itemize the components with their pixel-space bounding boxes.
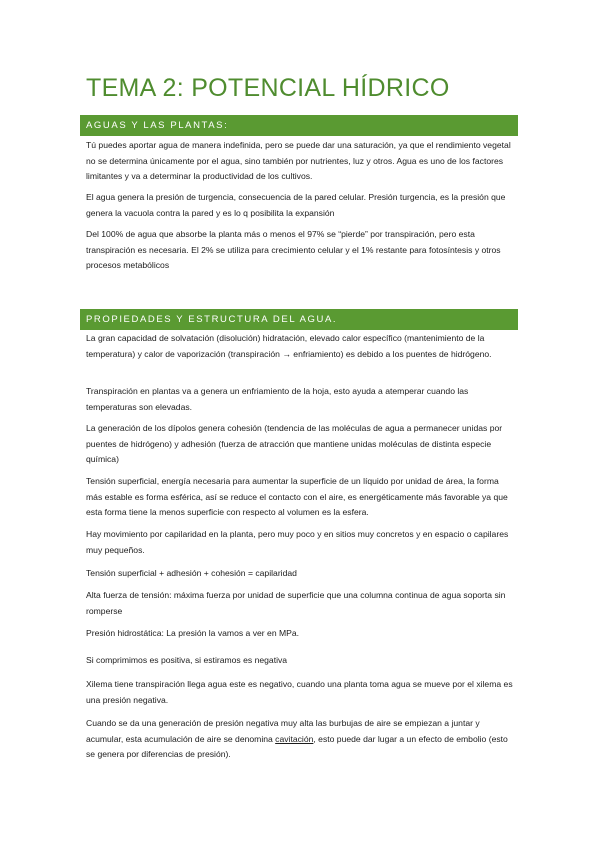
paragraph: Alta fuerza de tensión: máxima fuerza por unidad de superficie que una columna continua de agua soporta sin romperse — [86, 590, 506, 616]
underlined-term: cavitación — [275, 733, 314, 744]
section-heading-aguas: AGUAS Y LAS PLANTAS: — [80, 115, 518, 136]
paragraph-cavitacion — [86, 716, 516, 763]
paragraph: Transpiración en plantas va a genera un enfriamiento de la hoja, esto ayuda a atemperar cuando las temperaturas son elevadas. — [86, 386, 469, 412]
paragraph: Tensión superficial, energía necesaria para aumentar la superficie de un líquido por unidad de área, la forma más estable es forma esférica, así se reduce el contacto con el aire, es energéticamente más favorable ya que esta forma tiene la menos superficie con respecto al volumen es la esfera. — [86, 476, 508, 518]
paragraph-text: Cuando se da una generación de presión negativa muy alta las burbujas de aire se empiezan a juntar y acumular, esta acumulación de aire se denomina — [86, 718, 480, 744]
paragraph-text: , esto puede dar lugar a un efecto de embolio (esto se genera por diferencias de presión). — [86, 733, 508, 760]
paragraph: Tú puedes aportar agua de manera indefinida, pero se puede dar una saturación, ya que el rendimiento vegetal no se determina únicamente por el agua, sino también por nutrientes, luz y otros. Agua es uno de los factores limitantes y va a determinar la productividad de los cultivos. — [86, 140, 511, 182]
paragraph: Presión hidrostática: La presión la vamos a ver en MPa. — [86, 628, 300, 638]
paragraph: Del 100% de agua que absorbe la planta más o menos el 97% se “pierde” por transpiración, pero esta transpiración es necesaria. El 2% se utiliza para crecimiento celular y el 1% restante para fotosíntesis y otros procesos metabólicos — [86, 229, 501, 271]
paragraph: Tensión superficial + adhesión + cohesión = capilaridad — [86, 568, 297, 578]
paragraph: La generación de los dípolos genera cohesión (tendencia de las moléculas de agua a permanecer unidas por puentes de hidrógeno) y adhesión (fuerza de atracción que mantiene unidas moléculas de distinta especie química) — [86, 423, 503, 465]
paragraph: Hay movimiento por capilaridad en la planta, pero muy poco y en sitios muy concretos y en espacio o capilares muy pequeños. — [86, 529, 509, 555]
paragraph: El agua genera la presión de turgencia, consecuencia de la pared celular. Presión turgencia, es la presión que genera la vacuola contra la pared y es lo q posibilita la expansión — [86, 192, 506, 218]
paragraph: Xilema tiene transpiración llega agua este es negativo, cuando una planta toma agua se mueve por el xilema es una presión negativa. — [86, 679, 513, 705]
section-heading-propiedades: PROPIEDADES Y ESTRUCTURA DEL AGUA. — [80, 309, 518, 330]
page-title: TEMA 2: POTENCIAL HÍDRICO — [86, 74, 450, 102]
paragraph: La gran capacidad de solvatación (disolución) hidratación, elevado calor específico (mantenimiento de la temperatura) y calor de vaporización (transpiración → enfriamiento) es debido a los puentes de hidrógeno. — [86, 333, 492, 359]
paragraph: Si comprimimos es positiva, si estiramos es negativa — [86, 655, 288, 665]
